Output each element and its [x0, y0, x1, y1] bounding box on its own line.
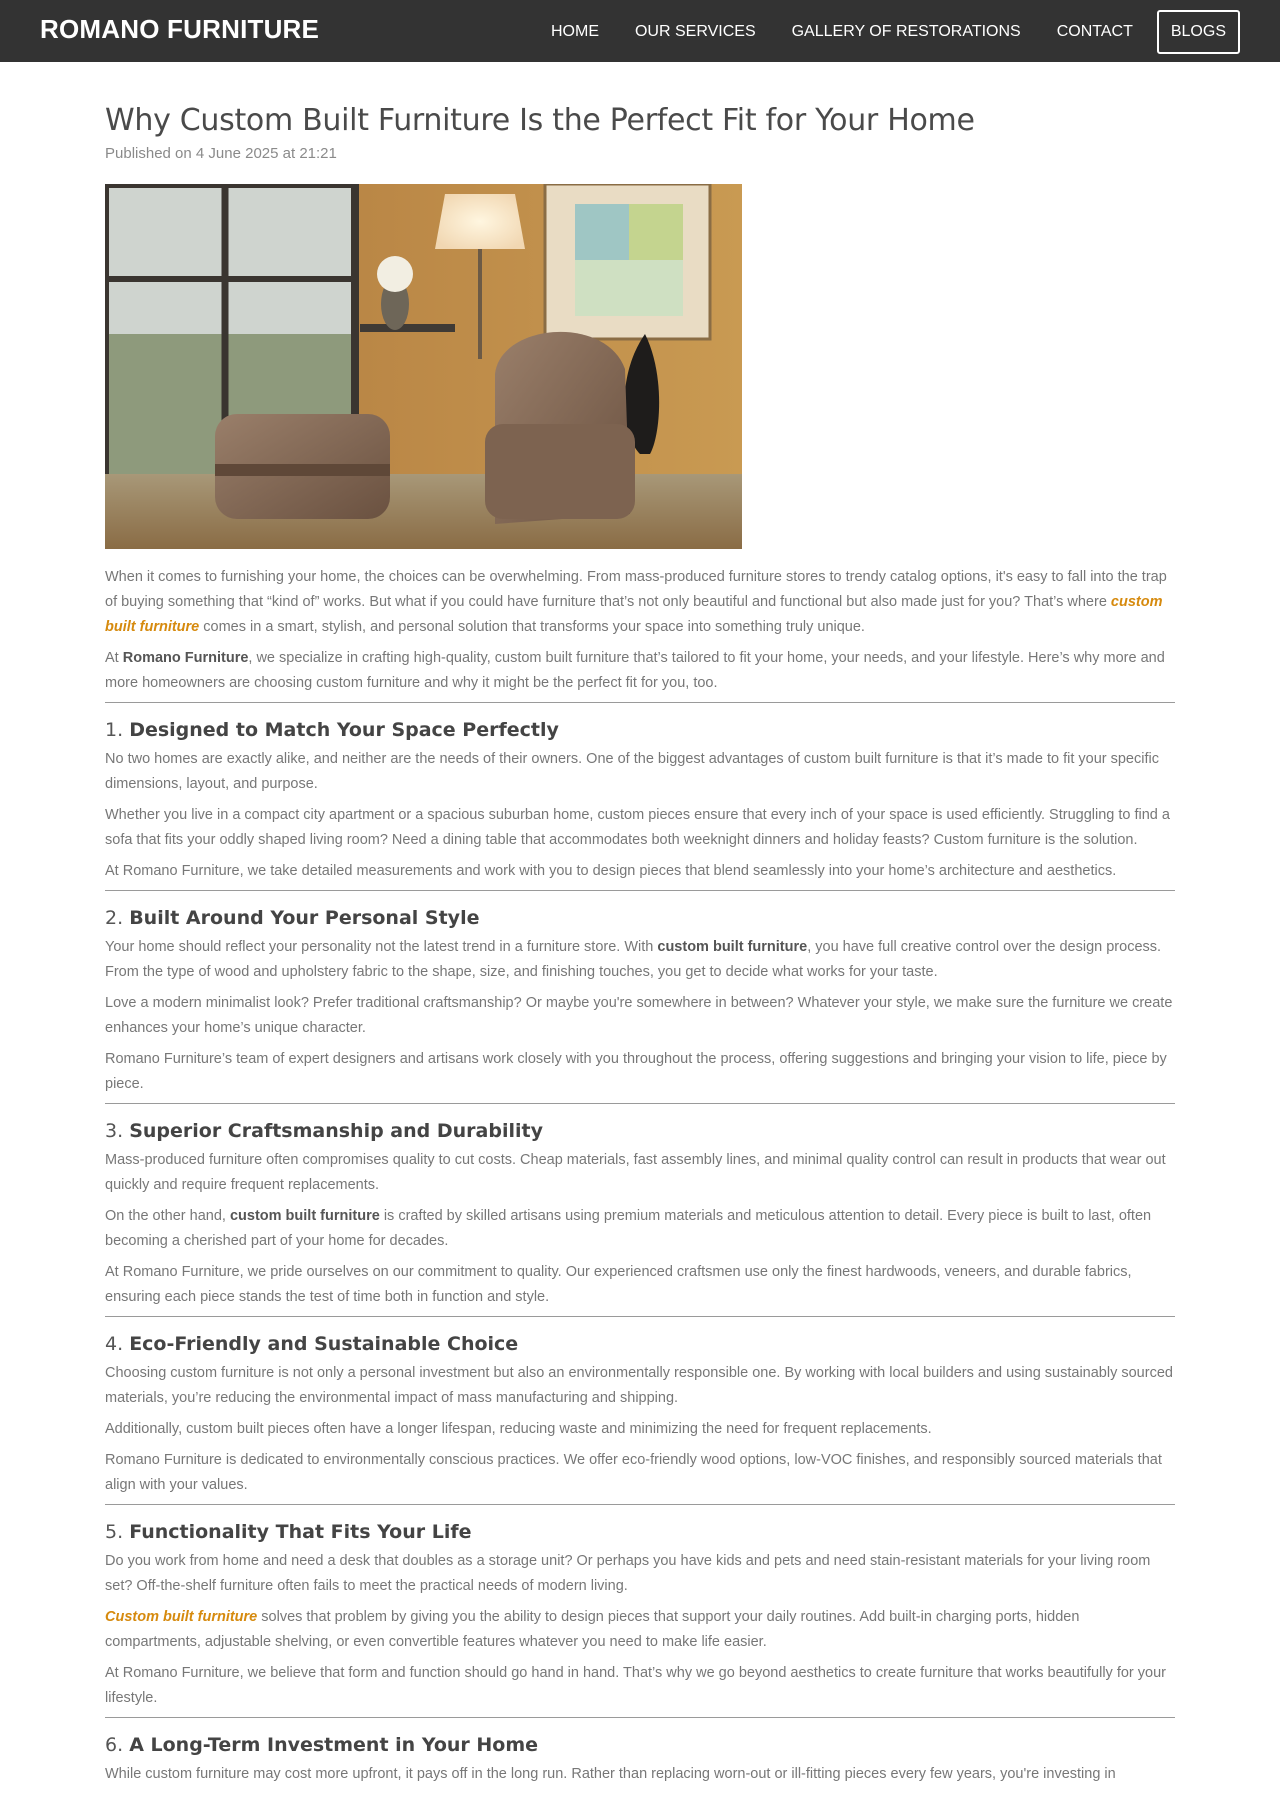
section-divider: [105, 1717, 1175, 1718]
published-date: Published on 4 June 2025 at 21:21: [105, 145, 337, 162]
section-divider: [105, 702, 1175, 703]
intro-paragraph-1: When it comes to furnishing your home, the choices can be overwhelming. From mass-produced furniture stores to trendy catalog options, it's easy to fall into the trap of buying something that “kind of” works. But what if you could have furniture that’s not only beautiful and functional but also made just for you? That’s where custom built furniture comes in a smart, stylish, and personal solution that transforms your space into something truly unique.: [105, 569, 1167, 635]
section-1-paragraph-2: Whether you live in a compact city apartment or a spacious suburban home, custom pieces ensure that every inch of your space is used efficiently. Struggling to find a sofa that fits your oddly shaped living room? Need a dining table that accommodates both weeknight dinners and holiday feasts? Custom furniture is the solution.: [105, 807, 1170, 848]
top-navigation-bar: [0, 0, 1280, 62]
section-heading-3: 3. Superior Craftsmanship and Durability: [105, 1120, 543, 1142]
custom-built-furniture-link[interactable]: custom built furniture: [105, 594, 1163, 635]
section-3-paragraph-2: On the other hand, custom built furniture is crafted by skilled artisans using premium materials and meticulous attention to detail. Every piece is built to last, often becoming a cherished part of your home for decades.: [105, 1208, 1152, 1249]
section-2-paragraph-3: Romano Furniture’s team of expert designers and artisans work closely with you throughout the process, offering suggestions and bringing your vision to life, piece by piece.: [105, 1051, 1167, 1092]
nav-blogs[interactable]: BLOGS: [1157, 10, 1240, 54]
section-4-paragraph-2: Additionally, custom built pieces often have a longer lifespan, reducing waste and minimizing the need for frequent replacements.: [105, 1421, 932, 1437]
nav-contact[interactable]: CONTACT: [1056, 23, 1133, 40]
main-nav: [533, 10, 1240, 54]
section-6-paragraph-1: While custom furniture may cost more upfront, it pays off in the long run. Rather than replacing worn-out or ill-fitting pieces every few years, you're investing in: [105, 1766, 1116, 1782]
article-title: Why Custom Built Furniture Is the Perfect Fit for Your Home: [105, 103, 975, 138]
intro-paragraph-2: At Romano Furniture, we specialize in crafting high-quality, custom built furniture that’s tailored to fit your home, your needs, and your lifestyle. Here’s why more and more homeowners are choosing custom furniture and why it might be the perfect fit for you, too.: [105, 650, 1165, 691]
section-divider: [105, 1103, 1175, 1104]
section-1-paragraph-1: No two homes are exactly alike, and neither are the needs of their owners. One of the biggest advantages of custom built furniture is that it’s made to fit your specific dimensions, layout, and purpose.: [105, 751, 1159, 792]
article: [105, 100, 1175, 1793]
section-heading-1: 1. Designed to Match Your Space Perfectly: [105, 719, 559, 741]
section-2-paragraph-2: Love a modern minimalist look? Prefer traditional craftsmanship? Or maybe you're somewhere in between? Whatever your style, we make sure the furniture we create enhances your home’s unique character.: [105, 995, 1173, 1036]
section-divider: [105, 890, 1175, 891]
section-4-paragraph-1: Choosing custom furniture is not only a personal investment but also an environmentally responsible one. By working with local builders and using sustainably sourced materials, you’re reducing the environmental impact of mass manufacturing and shipping.: [105, 1365, 1173, 1406]
custom-built-furniture-link[interactable]: Custom built furniture: [105, 1609, 258, 1625]
section-heading-5: 5. Functionality That Fits Your Life: [105, 1521, 472, 1543]
section-3-paragraph-1: Mass-produced furniture often compromises quality to cut costs. Cheap materials, fast assembly lines, and minimal quality control can result in products that wear out quickly and require frequent replacements.: [105, 1152, 1166, 1193]
nav-home[interactable]: HOME: [550, 23, 599, 40]
section-heading-6: 6. A Long-Term Investment in Your Home: [105, 1734, 539, 1756]
section-3-paragraph-3: At Romano Furniture, we pride ourselves on our commitment to quality. Our experienced craftsmen use only the finest hardwoods, veneers, and durable fabrics, ensuring each piece stands the test of time both in function and style.: [105, 1264, 1132, 1305]
section-1-paragraph-3: At Romano Furniture, we take detailed measurements and work with you to design pieces that blend seamlessly into your home’s architecture and aesthetics.: [105, 863, 1117, 879]
section-5-paragraph-2: Custom built furniture solves that problem by giving you the ability to design pieces that support your daily routines. Add built-in charging ports, hidden compartments, adjustable shelving, or even convertible features whatever you need to make life easier.: [105, 1609, 1080, 1650]
section-heading-4: 4. Eco-Friendly and Sustainable Choice: [105, 1333, 519, 1355]
section-4-paragraph-3: Romano Furniture is dedicated to environmentally conscious practices. We offer eco-friendly wood options, low-VOC finishes, and responsibly sourced materials that align with your values.: [105, 1452, 1162, 1493]
section-5-paragraph-3: At Romano Furniture, we believe that form and function should go hand in hand. That’s why we go beyond aesthetics to create furniture that works beautifully for your lifestyle.: [105, 1665, 1166, 1706]
nav-our-services[interactable]: OUR SERVICES: [634, 23, 756, 40]
article-hero-image: [105, 184, 742, 549]
nav-gallery-of-restorations[interactable]: GALLERY OF RESTORATIONS: [791, 23, 1021, 40]
site-logo[interactable]: ROMANO FURNITURE: [40, 14, 320, 44]
section-heading-2: 2. Built Around Your Personal Style: [105, 907, 480, 929]
section-divider: [105, 1316, 1175, 1317]
section-divider: [105, 1504, 1175, 1505]
section-5-paragraph-1: Do you work from home and need a desk that doubles as a storage unit? Or perhaps you have kids and pets and need stain-resistant materials for your living room set? Off-the-shelf furniture often fails to meet the practical needs of modern living.: [105, 1553, 1151, 1594]
section-2-paragraph-1: Your home should reflect your personality not the latest trend in a furniture store. With custom built furniture, you have full creative control over the design process. From the type of wood and upholstery fabric to the shape, size, and finishing touches, you get to decide what works for your taste.: [105, 939, 1162, 980]
